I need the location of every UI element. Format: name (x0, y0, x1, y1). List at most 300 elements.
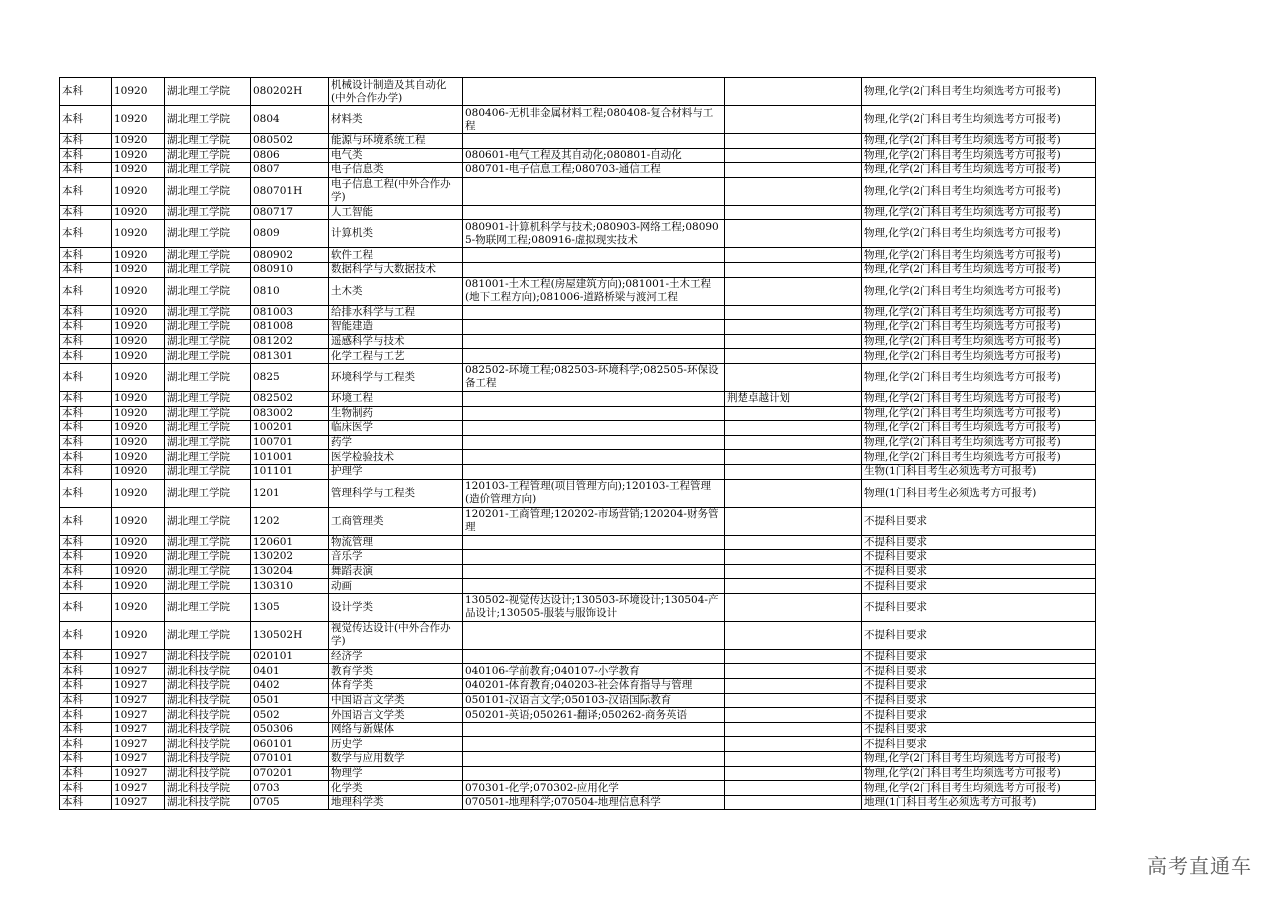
cell-school-code: 10927 (112, 708, 165, 723)
cell-school-name: 湖北理工学院 (165, 363, 251, 391)
cell-major-code: 080701H (251, 177, 329, 205)
cell-major-name: 设计学类 (329, 593, 463, 621)
cell-level: 本科 (60, 550, 112, 565)
cell-school-name: 湖北理工学院 (165, 479, 251, 507)
cell-school-code: 10920 (112, 305, 165, 320)
cell-school-code: 10927 (112, 795, 165, 810)
cell-note (725, 205, 862, 220)
cell-school-name: 湖北理工学院 (165, 579, 251, 594)
cell-school-code: 10920 (112, 391, 165, 406)
cell-included-majors (463, 579, 725, 594)
cell-included-majors (463, 262, 725, 277)
cell-school-code: 10920 (112, 363, 165, 391)
cell-school-code: 10927 (112, 781, 165, 796)
table-row (60, 464, 1096, 479)
cell-major-name: 舞蹈表演 (329, 564, 463, 579)
cell-school-name: 湖北科技学院 (165, 649, 251, 664)
cell-subject-requirement: 物理,化学(2门科目考生均须选考方可报考) (862, 305, 1096, 320)
cell-school-code: 10927 (112, 649, 165, 664)
cell-note (725, 737, 862, 752)
cell-major-name: 遥感科学与技术 (329, 334, 463, 349)
cell-level: 本科 (60, 564, 112, 579)
cell-school-code: 10920 (112, 593, 165, 621)
cell-included-majors (463, 334, 725, 349)
cell-school-code: 10920 (112, 148, 165, 163)
cell-school-name: 湖北理工学院 (165, 163, 251, 178)
cell-subject-requirement: 物理,化学(2门科目考生均须选考方可报考) (862, 334, 1096, 349)
cell-school-code: 10920 (112, 535, 165, 550)
cell-level: 本科 (60, 464, 112, 479)
cell-major-code: 1201 (251, 479, 329, 507)
cell-school-name: 湖北科技学院 (165, 766, 251, 781)
cell-note: 荆楚卓越计划 (725, 391, 862, 406)
cell-major-name: 音乐学 (329, 550, 463, 565)
cell-major-name: 体育学类 (329, 679, 463, 694)
cell-included-majors (463, 78, 725, 106)
cell-note (725, 621, 862, 649)
cell-subject-requirement: 不提科目要求 (862, 579, 1096, 594)
cell-subject-requirement: 不提科目要求 (862, 507, 1096, 535)
table-row (60, 564, 1096, 579)
cell-subject-requirement: 不提科目要求 (862, 550, 1096, 565)
cell-school-code: 10920 (112, 464, 165, 479)
cell-school-code: 10920 (112, 349, 165, 364)
cell-school-code: 10920 (112, 334, 165, 349)
cell-level: 本科 (60, 220, 112, 248)
cell-school-name: 湖北科技学院 (165, 795, 251, 810)
cell-level: 本科 (60, 435, 112, 450)
cell-major-name: 动画 (329, 579, 463, 594)
cell-level: 本科 (60, 507, 112, 535)
cell-note (725, 781, 862, 796)
cell-major-code: 083002 (251, 406, 329, 421)
cell-note (725, 320, 862, 335)
cell-level: 本科 (60, 391, 112, 406)
cell-note (725, 795, 862, 810)
table-row (60, 479, 1096, 507)
cell-subject-requirement: 物理,化学(2门科目考生均须选考方可报考) (862, 220, 1096, 248)
cell-major-code: 130310 (251, 579, 329, 594)
cell-note (725, 305, 862, 320)
cell-included-majors (463, 421, 725, 436)
cell-note (725, 148, 862, 163)
cell-major-code: 050306 (251, 722, 329, 737)
cell-major-name: 人工智能 (329, 205, 463, 220)
cell-school-name: 湖北理工学院 (165, 535, 251, 550)
cell-subject-requirement: 物理,化学(2门科目考生均须选考方可报考) (862, 363, 1096, 391)
cell-level: 本科 (60, 621, 112, 649)
cell-subject-requirement: 不提科目要求 (862, 621, 1096, 649)
cell-subject-requirement: 物理,化学(2门科目考生均须选考方可报考) (862, 421, 1096, 436)
table-row (60, 766, 1096, 781)
cell-note (725, 752, 862, 767)
cell-subject-requirement: 物理,化学(2门科目考生均须选考方可报考) (862, 78, 1096, 106)
cell-major-name: 医学检验技术 (329, 450, 463, 465)
cell-included-majors: 040106-学前教育;040107-小学教育 (463, 664, 725, 679)
table-row (60, 621, 1096, 649)
cell-major-code: 0501 (251, 693, 329, 708)
cell-major-name: 软件工程 (329, 248, 463, 263)
cell-subject-requirement: 不提科目要求 (862, 708, 1096, 723)
cell-major-name: 数据科学与大数据技术 (329, 262, 463, 277)
table-row (60, 722, 1096, 737)
table-row (60, 752, 1096, 767)
cell-note (725, 435, 862, 450)
cell-school-name: 湖北理工学院 (165, 349, 251, 364)
table-row (60, 106, 1096, 134)
cell-note (725, 363, 862, 391)
cell-school-name: 湖北科技学院 (165, 737, 251, 752)
cell-major-code: 1305 (251, 593, 329, 621)
cell-major-code: 020101 (251, 649, 329, 664)
cell-major-name: 历史学 (329, 737, 463, 752)
table-row (60, 708, 1096, 723)
cell-school-name: 湖北科技学院 (165, 708, 251, 723)
cell-major-name: 计算机类 (329, 220, 463, 248)
cell-major-name: 土木类 (329, 277, 463, 305)
cell-subject-requirement: 物理,化学(2门科目考生均须选考方可报考) (862, 248, 1096, 263)
cell-school-name: 湖北理工学院 (165, 406, 251, 421)
cell-major-name: 临床医学 (329, 421, 463, 436)
cell-included-majors (463, 649, 725, 664)
table-row (60, 363, 1096, 391)
table-row (60, 220, 1096, 248)
cell-school-name: 湖北理工学院 (165, 320, 251, 335)
table-row (60, 134, 1096, 149)
cell-subject-requirement: 不提科目要求 (862, 564, 1096, 579)
cell-included-majors (463, 722, 725, 737)
cell-level: 本科 (60, 579, 112, 594)
cell-school-name: 湖北理工学院 (165, 421, 251, 436)
cell-school-code: 10920 (112, 205, 165, 220)
table-row (60, 406, 1096, 421)
cell-level: 本科 (60, 752, 112, 767)
table-row (60, 320, 1096, 335)
cell-school-name: 湖北理工学院 (165, 593, 251, 621)
cell-school-code: 10920 (112, 450, 165, 465)
cell-major-code: 081202 (251, 334, 329, 349)
cell-included-majors (463, 177, 725, 205)
cell-school-name: 湖北理工学院 (165, 106, 251, 134)
table-row (60, 163, 1096, 178)
cell-included-majors: 080601-电气工程及其自动化;080801-自动化 (463, 148, 725, 163)
table-row (60, 205, 1096, 220)
cell-subject-requirement: 物理,化学(2门科目考生均须选考方可报考) (862, 752, 1096, 767)
cell-major-name: 教育学类 (329, 664, 463, 679)
cell-school-name: 湖北理工学院 (165, 507, 251, 535)
cell-included-majors (463, 621, 725, 649)
cell-subject-requirement: 物理,化学(2门科目考生均须选考方可报考) (862, 320, 1096, 335)
cell-note (725, 262, 862, 277)
cell-major-name: 环境科学与工程类 (329, 363, 463, 391)
table-row (60, 391, 1096, 406)
cell-level: 本科 (60, 349, 112, 364)
cell-school-name: 湖北理工学院 (165, 334, 251, 349)
cell-level: 本科 (60, 781, 112, 796)
cell-subject-requirement: 物理,化学(2门科目考生均须选考方可报考) (862, 349, 1096, 364)
cell-note (725, 708, 862, 723)
table-row (60, 248, 1096, 263)
cell-school-code: 10920 (112, 177, 165, 205)
cell-school-code: 10927 (112, 664, 165, 679)
cell-major-name: 化学类 (329, 781, 463, 796)
cell-school-name: 湖北科技学院 (165, 781, 251, 796)
cell-school-name: 湖北科技学院 (165, 693, 251, 708)
table-row (60, 795, 1096, 810)
cell-level: 本科 (60, 479, 112, 507)
cell-major-code: 130502H (251, 621, 329, 649)
cell-school-code: 10927 (112, 766, 165, 781)
cell-note (725, 334, 862, 349)
table-row (60, 349, 1096, 364)
cell-included-majors: 120201-工商管理;120202-市场营销;120204-财务管理 (463, 507, 725, 535)
cell-major-code: 0401 (251, 664, 329, 679)
cell-school-name: 湖北理工学院 (165, 262, 251, 277)
cell-note (725, 163, 862, 178)
cell-major-code: 1202 (251, 507, 329, 535)
cell-level: 本科 (60, 363, 112, 391)
cell-major-code: 120601 (251, 535, 329, 550)
cell-subject-requirement: 不提科目要求 (862, 679, 1096, 694)
cell-major-code: 080717 (251, 205, 329, 220)
cell-subject-requirement: 物理,化学(2门科目考生均须选考方可报考) (862, 106, 1096, 134)
cell-school-code: 10920 (112, 421, 165, 436)
cell-note (725, 507, 862, 535)
cell-school-name: 湖北理工学院 (165, 148, 251, 163)
cell-included-majors (463, 134, 725, 149)
cell-school-code: 10920 (112, 320, 165, 335)
cell-included-majors: 080701-电子信息工程;080703-通信工程 (463, 163, 725, 178)
cell-level: 本科 (60, 148, 112, 163)
cell-major-name: 药学 (329, 435, 463, 450)
cell-subject-requirement: 物理,化学(2门科目考生均须选考方可报考) (862, 766, 1096, 781)
cell-major-code: 080502 (251, 134, 329, 149)
cell-school-code: 10927 (112, 722, 165, 737)
cell-level: 本科 (60, 593, 112, 621)
cell-major-code: 0825 (251, 363, 329, 391)
cell-major-code: 081301 (251, 349, 329, 364)
cell-major-name: 工商管理类 (329, 507, 463, 535)
cell-school-code: 10927 (112, 752, 165, 767)
cell-major-name: 电子信息工程(中外合作办学) (329, 177, 463, 205)
cell-subject-requirement: 物理,化学(2门科目考生均须选考方可报考) (862, 205, 1096, 220)
table-row (60, 649, 1096, 664)
cell-included-majors: 050101-汉语言文学;050103-汉语国际教育 (463, 693, 725, 708)
cell-school-name: 湖北科技学院 (165, 722, 251, 737)
cell-note (725, 593, 862, 621)
cell-major-name: 能源与环境系统工程 (329, 134, 463, 149)
cell-level: 本科 (60, 406, 112, 421)
cell-major-code: 060101 (251, 737, 329, 752)
table-row (60, 693, 1096, 708)
cell-note (725, 464, 862, 479)
table-row (60, 550, 1096, 565)
cell-school-code: 10920 (112, 564, 165, 579)
cell-school-name: 湖北理工学院 (165, 621, 251, 649)
table-row (60, 421, 1096, 436)
cell-note (725, 450, 862, 465)
cell-level: 本科 (60, 320, 112, 335)
cell-level: 本科 (60, 262, 112, 277)
cell-included-majors: 080406-无机非金属材料工程;080408-复合材料与工程 (463, 106, 725, 134)
cell-school-code: 10920 (112, 134, 165, 149)
cell-school-code: 10920 (112, 550, 165, 565)
table-row (60, 593, 1096, 621)
cell-school-name: 湖北理工学院 (165, 248, 251, 263)
cell-school-name: 湖北理工学院 (165, 205, 251, 220)
table-row (60, 579, 1096, 594)
cell-school-code: 10927 (112, 737, 165, 752)
cell-major-name: 智能建造 (329, 320, 463, 335)
cell-major-name: 中国语言文学类 (329, 693, 463, 708)
cell-included-majors: 040201-体育教育;040203-社会体育指导与管理 (463, 679, 725, 694)
cell-level: 本科 (60, 177, 112, 205)
cell-subject-requirement: 不提科目要求 (862, 722, 1096, 737)
cell-included-majors: 082502-环境工程;082503-环境科学;082505-环保设备工程 (463, 363, 725, 391)
cell-level: 本科 (60, 163, 112, 178)
cell-level: 本科 (60, 106, 112, 134)
table-row (60, 148, 1096, 163)
cell-school-name: 湖北理工学院 (165, 305, 251, 320)
cell-major-code: 082502 (251, 391, 329, 406)
table-row (60, 679, 1096, 694)
cell-major-name: 视觉传达设计(中外合作办学) (329, 621, 463, 649)
cell-major-code: 0806 (251, 148, 329, 163)
cell-major-code: 080910 (251, 262, 329, 277)
cell-level: 本科 (60, 535, 112, 550)
cell-level: 本科 (60, 305, 112, 320)
cell-level: 本科 (60, 693, 112, 708)
cell-note (725, 579, 862, 594)
cell-major-code: 070201 (251, 766, 329, 781)
cell-subject-requirement: 地理(1门科目考生必须选考方可报考) (862, 795, 1096, 810)
cell-level: 本科 (60, 248, 112, 263)
cell-subject-requirement: 物理,化学(2门科目考生均须选考方可报考) (862, 435, 1096, 450)
cell-major-code: 101001 (251, 450, 329, 465)
cell-included-majors (463, 248, 725, 263)
cell-major-name: 物流管理 (329, 535, 463, 550)
cell-subject-requirement: 不提科目要求 (862, 535, 1096, 550)
cell-school-name: 湖北科技学院 (165, 664, 251, 679)
cell-major-code: 0703 (251, 781, 329, 796)
cell-school-name: 湖北理工学院 (165, 177, 251, 205)
cell-included-majors (463, 464, 725, 479)
cell-note (725, 220, 862, 248)
cell-note (725, 564, 862, 579)
cell-note (725, 134, 862, 149)
table-row (60, 78, 1096, 106)
cell-included-majors (463, 349, 725, 364)
cell-major-name: 生物制药 (329, 406, 463, 421)
cell-level: 本科 (60, 722, 112, 737)
cell-major-name: 网络与新媒体 (329, 722, 463, 737)
cell-subject-requirement: 物理,化学(2门科目考生均须选考方可报考) (862, 134, 1096, 149)
cell-school-code: 10920 (112, 621, 165, 649)
cell-note (725, 649, 862, 664)
cell-major-code: 080902 (251, 248, 329, 263)
cell-school-code: 10920 (112, 78, 165, 106)
cell-school-code: 10920 (112, 163, 165, 178)
cell-note (725, 679, 862, 694)
cell-note (725, 349, 862, 364)
cell-note (725, 177, 862, 205)
cell-included-majors (463, 305, 725, 320)
cell-school-code: 10920 (112, 479, 165, 507)
cell-subject-requirement: 物理,化学(2门科目考生均须选考方可报考) (862, 391, 1096, 406)
cell-major-code: 101101 (251, 464, 329, 479)
cell-major-code: 0402 (251, 679, 329, 694)
cell-subject-requirement: 物理,化学(2门科目考生均须选考方可报考) (862, 148, 1096, 163)
cell-major-code: 100701 (251, 435, 329, 450)
cell-subject-requirement: 生物(1门科目考生必须选考方可报考) (862, 464, 1096, 479)
cell-major-code: 130204 (251, 564, 329, 579)
enrollment-table (59, 77, 1096, 810)
cell-included-majors (463, 564, 725, 579)
cell-included-majors (463, 550, 725, 565)
cell-subject-requirement: 不提科目要求 (862, 593, 1096, 621)
cell-subject-requirement: 物理,化学(2门科目考生均须选考方可报考) (862, 450, 1096, 465)
cell-note (725, 664, 862, 679)
cell-level: 本科 (60, 134, 112, 149)
table-row (60, 177, 1096, 205)
cell-included-majors (463, 535, 725, 550)
cell-note (725, 693, 862, 708)
cell-included-majors (463, 766, 725, 781)
cell-included-majors (463, 737, 725, 752)
table-row (60, 305, 1096, 320)
cell-subject-requirement: 不提科目要求 (862, 664, 1096, 679)
cell-school-code: 10920 (112, 248, 165, 263)
cell-included-majors (463, 752, 725, 767)
cell-major-name: 经济学 (329, 649, 463, 664)
cell-note (725, 78, 862, 106)
cell-major-code: 070101 (251, 752, 329, 767)
cell-included-majors: 050201-英语;050261-翻译;050262-商务英语 (463, 708, 725, 723)
cell-school-code: 10920 (112, 406, 165, 421)
cell-level: 本科 (60, 421, 112, 436)
cell-subject-requirement: 物理,化学(2门科目考生均须选考方可报考) (862, 781, 1096, 796)
cell-school-name: 湖北理工学院 (165, 550, 251, 565)
cell-level: 本科 (60, 649, 112, 664)
table-row (60, 535, 1096, 550)
cell-included-majors (463, 406, 725, 421)
cell-subject-requirement: 不提科目要求 (862, 693, 1096, 708)
cell-subject-requirement: 不提科目要求 (862, 649, 1096, 664)
cell-school-code: 10927 (112, 679, 165, 694)
cell-major-code: 0804 (251, 106, 329, 134)
cell-major-name: 护理学 (329, 464, 463, 479)
cell-major-code: 0502 (251, 708, 329, 723)
cell-major-name: 管理科学与工程类 (329, 479, 463, 507)
cell-level: 本科 (60, 766, 112, 781)
cell-included-majors: 070301-化学;070302-应用化学 (463, 781, 725, 796)
cell-major-code: 080202H (251, 78, 329, 106)
cell-major-name: 化学工程与工艺 (329, 349, 463, 364)
table-row (60, 277, 1096, 305)
cell-subject-requirement: 物理,化学(2门科目考生均须选考方可报考) (862, 277, 1096, 305)
cell-school-code: 10920 (112, 435, 165, 450)
cell-major-name: 给排水科学与工程 (329, 305, 463, 320)
table-row (60, 262, 1096, 277)
cell-subject-requirement: 不提科目要求 (862, 737, 1096, 752)
cell-major-name: 环境工程 (329, 391, 463, 406)
cell-subject-requirement: 物理,化学(2门科目考生均须选考方可报考) (862, 406, 1096, 421)
cell-major-code: 100201 (251, 421, 329, 436)
cell-major-name: 材料类 (329, 106, 463, 134)
cell-note (725, 406, 862, 421)
table-row (60, 507, 1096, 535)
cell-school-name: 湖北理工学院 (165, 450, 251, 465)
